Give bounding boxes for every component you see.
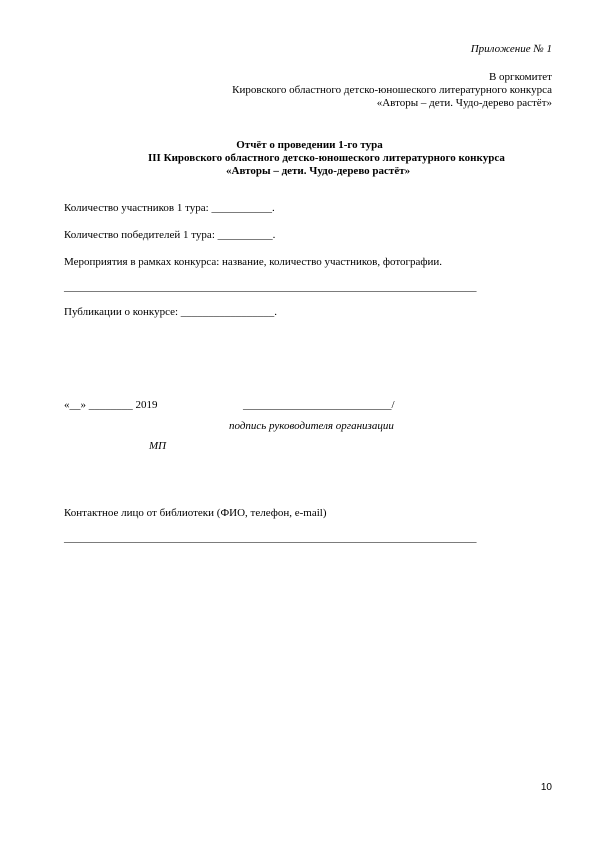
date-field: «__» ________ 2019 [64,399,158,411]
recipient-line-2: Кировского областного детско-юношеского литературного конкурса [232,84,552,96]
events-field-label: Мероприятия в рамках конкурса: название, количество участников, фотографии. [64,256,443,268]
contact-underline: ___________________________________________________________________________ [64,532,477,544]
title-line-1: Отчёт о проведении 1-го тура [236,139,383,151]
appendix-label: Приложение № 1 [470,43,552,55]
stamp-label: МП [149,440,167,452]
winners-count-field: Количество победителей 1 тура: __________. [64,229,276,241]
signature-line: ___________________________/ [243,399,395,411]
recipient-line-3: «Авторы – дети. Чудо-дерево растёт» [376,97,552,109]
recipient-line-1: В оргкомитет [488,71,552,83]
participants-count-field: Количество участников 1 тура: ___________. [64,202,275,214]
contact-person-label: Контактное лицо от библиотеки (ФИО, телефон, e-mail) [64,507,327,519]
title-line-3: «Авторы – дети. Чудо-дерево растёт» [226,165,411,177]
page-number: 10 [540,782,552,793]
publications-field: Публикации о конкурсе: _________________. [64,306,278,318]
title-line-2: III Кировского областного детско-юношеского литературного конкурса [148,152,505,164]
events-underline: ___________________________________________________________________________ [64,281,477,293]
signature-caption: подпись руководителя организации [229,420,394,432]
